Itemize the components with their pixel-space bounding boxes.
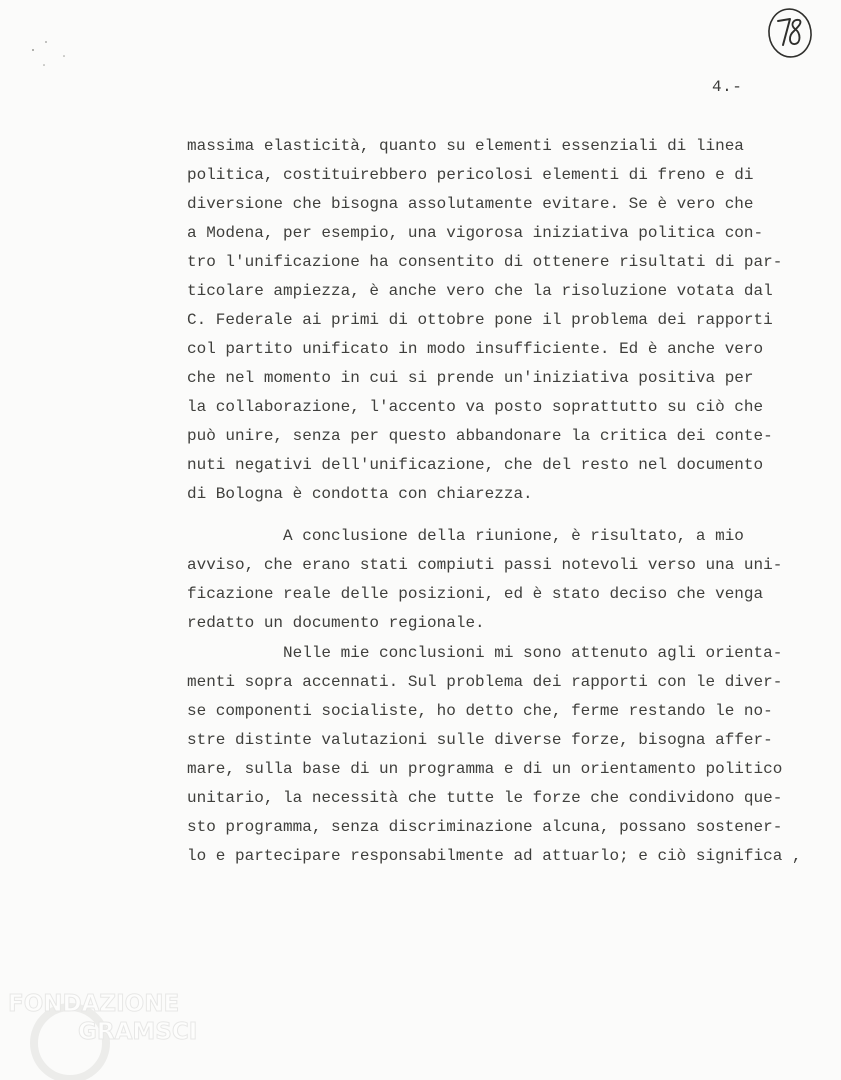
text-line: diversione che bisogna assolutamente evitare. Se è vero che	[187, 195, 754, 213]
paragraph-3	[187, 639, 817, 871]
watermark-line-1: FONDAZIONE	[8, 991, 180, 1017]
text-line: può unire, senza per questo abbandonare la critica dei conte-	[187, 427, 773, 445]
text-line: politica, costituirebbero pericolosi elementi di freno e di	[187, 166, 754, 184]
text-line: redatto un documento regionale.	[187, 614, 485, 632]
handwritten-page-stamp	[766, 4, 814, 60]
page-number: 4.-	[712, 78, 743, 96]
foundation-watermark	[6, 985, 216, 1080]
text-line: di Bologna è condotta con chiarezza.	[187, 485, 533, 503]
paragraph-2	[187, 522, 817, 638]
text-line: unitario, la necessità che tutte le forze che condividono que-	[187, 789, 783, 807]
text-line: ticolare ampiezza, è anche vero che la risoluzione votata dal	[187, 282, 773, 300]
text-line: menti sopra accennati. Sul problema dei rapporti con le diver-	[187, 673, 783, 691]
text-line: mare, sulla base di un programma e di un orientamento politico	[187, 760, 783, 778]
text-line: massima elasticità, quanto su elementi essenziali di linea	[187, 137, 744, 155]
text-line: ficazione reale delle posizioni, ed è stato deciso che venga	[187, 585, 764, 603]
text-line: Nelle mie conclusioni mi sono attenuto agli orienta-	[187, 644, 783, 662]
text-line: sto programma, senza discriminazione alcuna, possano sostener-	[187, 818, 783, 836]
watermark-line-2: GRAMSCI	[78, 1019, 198, 1045]
text-line: col partito unificato in modo insufficiente. Ed è anche vero	[187, 340, 764, 358]
text-line: C. Federale ai primi di ottobre pone il problema dei rapporti	[187, 311, 773, 329]
text-line: che nel momento in cui si prende un'iniziativa positiva per	[187, 369, 754, 387]
paragraph-1	[187, 132, 817, 509]
text-line: lo e partecipare responsabilmente ad attuarlo; e ciò significa ,	[187, 847, 802, 865]
text-line: stre distinte valutazioni sulle diverse forze, bisogna affer-	[187, 731, 773, 749]
text-line: A conclusione della riunione, è risultato, a mio	[187, 527, 744, 545]
paper-specks	[28, 38, 68, 68]
text-line: nuti negativi dell'unificazione, che del resto nel documento	[187, 456, 764, 474]
text-line: avviso, che erano stati compiuti passi notevoli verso una uni-	[187, 556, 783, 574]
text-line: se componenti socialiste, ho detto che, ferme restando le no-	[187, 702, 773, 720]
text-line: tro l'unificazione ha consentito di ottenere risultati di par-	[187, 253, 783, 271]
text-line: la collaborazione, l'accento va posto soprattutto su ciò che	[187, 398, 764, 416]
text-line: a Modena, per esempio, una vigorosa iniziativa politica con-	[187, 224, 764, 242]
